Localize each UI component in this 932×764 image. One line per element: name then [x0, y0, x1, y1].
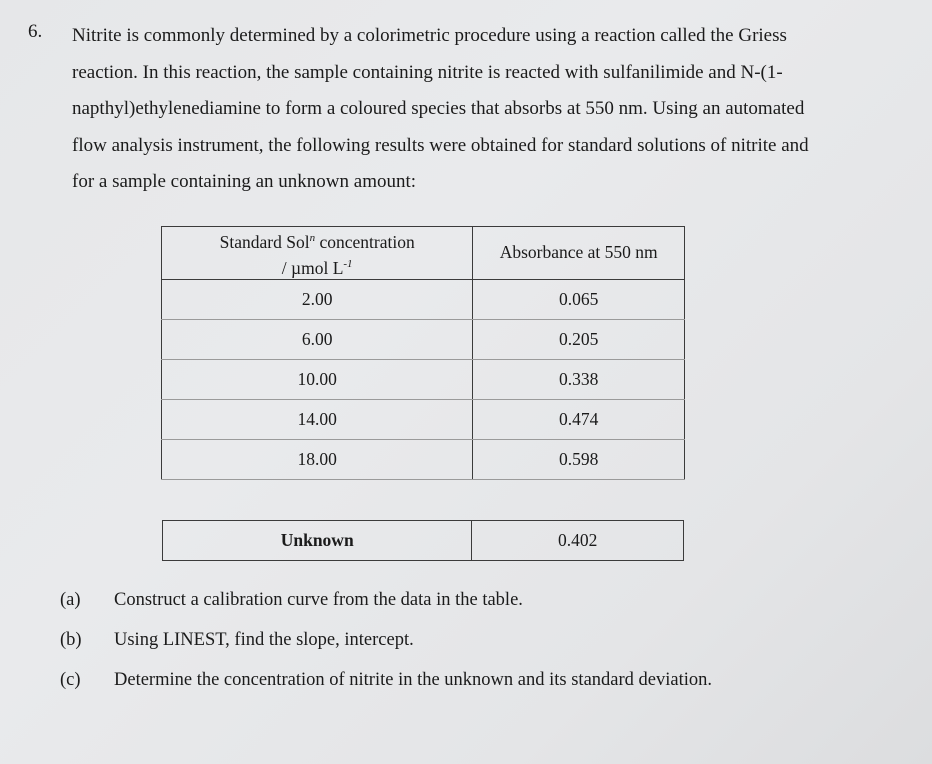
part-a [60, 586, 920, 626]
table-header-row [162, 227, 685, 280]
cell-absorbance: 0.065 [473, 279, 685, 319]
cell-absorbance: 0.338 [473, 359, 685, 399]
part-text: Determine the concentration of nitrite in the unknown and its standard deviation. [114, 670, 712, 690]
cell-concentration: 18.00 [162, 439, 473, 479]
question-number: 6. [28, 21, 43, 42]
cell-concentration: 10.00 [162, 359, 473, 399]
part-label: (c) [60, 670, 81, 690]
part-c [60, 666, 920, 706]
unknown-row [163, 521, 684, 561]
cell-absorbance: 0.205 [473, 319, 685, 359]
question-line: for a sample containing an unknown amount: [72, 171, 417, 193]
cell-concentration: 2.00 [162, 279, 473, 319]
header-absorbance: Absorbance at 550 nm [473, 227, 685, 280]
part-label: (a) [60, 590, 81, 610]
unknown-table [162, 520, 684, 561]
part-label: (b) [60, 630, 82, 650]
standards-table [161, 226, 685, 480]
cell-absorbance: 0.598 [473, 439, 685, 479]
part-b [60, 626, 920, 666]
part-text: Construct a calibration curve from the data in the table. [114, 590, 523, 610]
question-line: flow analysis instrument, the following results were obtained for standard solutions of nitrite and [72, 134, 809, 156]
table-row [162, 439, 685, 479]
table-row [162, 359, 685, 399]
table-row [162, 319, 685, 359]
question-parts [60, 586, 920, 706]
cell-absorbance: 0.474 [473, 399, 685, 439]
cell-concentration: 14.00 [162, 399, 473, 439]
cell-concentration: 6.00 [162, 319, 473, 359]
question-line: reaction. In this reaction, the sample containing nitrite is reacted with sulfanilimide and N-(1- [72, 61, 783, 83]
part-text: Using LINEST, find the slope, intercept. [114, 630, 414, 650]
question-text [72, 18, 902, 201]
table-row [162, 279, 685, 319]
unknown-label: Unknown [163, 521, 472, 561]
header-concentration: Standard Sol$^n$ concentration / µmol $L^{-1}$ [162, 227, 473, 280]
question-line: Nitrite is commonly determined by a colorimetric procedure using a reaction called the Griess [72, 25, 787, 46]
table-row [162, 399, 685, 439]
question-line: napthyl)ethylenediamine to form a coloured species that absorbs at 550 nm. Using an automated [72, 98, 805, 120]
unknown-absorbance: 0.402 [472, 521, 684, 561]
